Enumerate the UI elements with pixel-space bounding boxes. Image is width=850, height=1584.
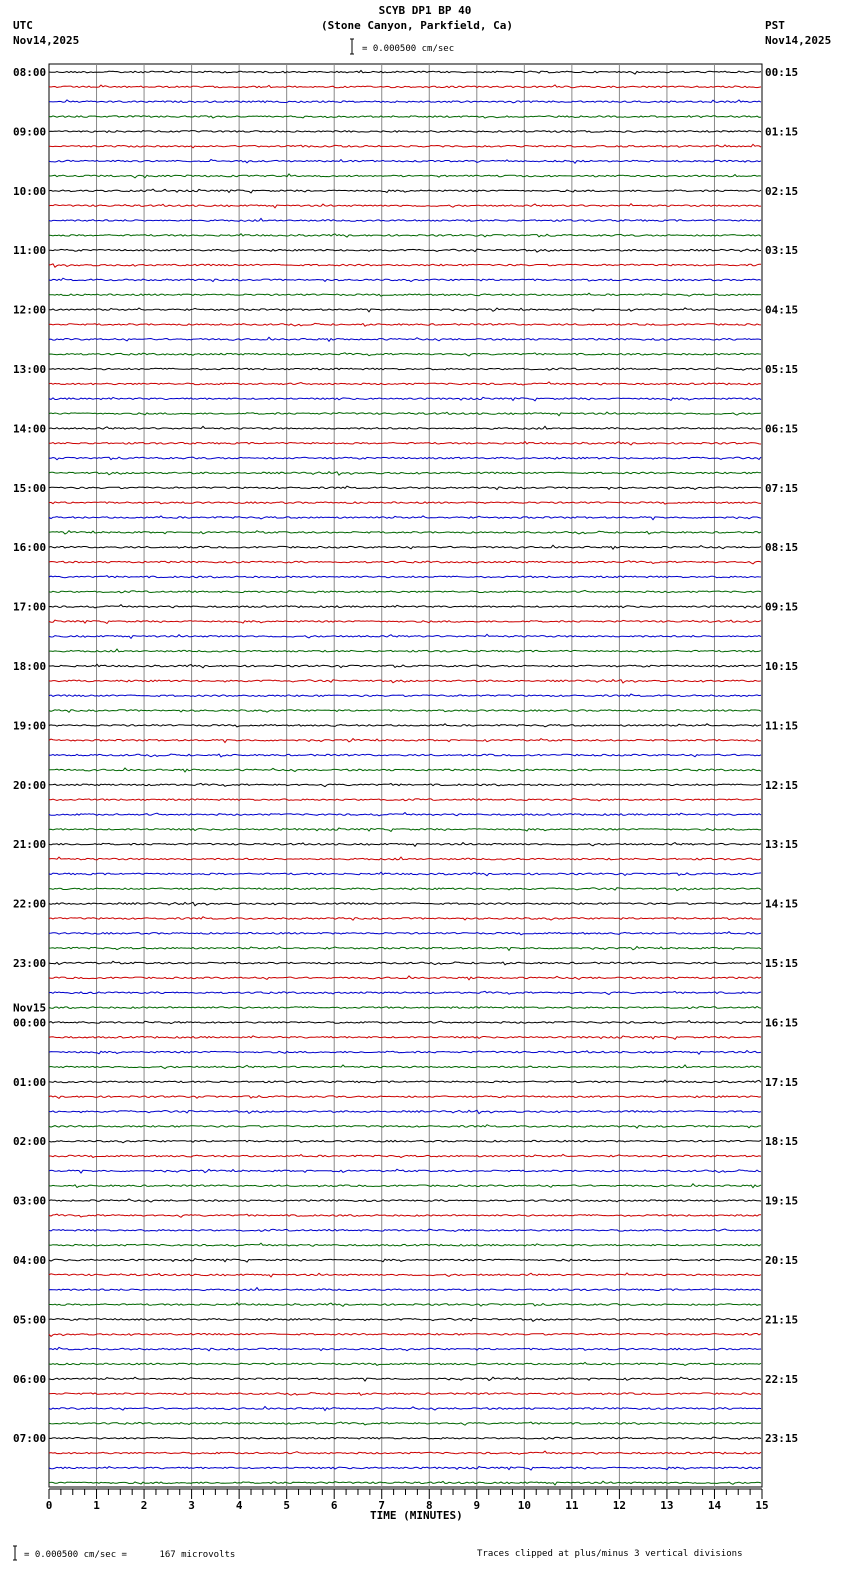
- seismic-trace: [49, 131, 761, 133]
- pst-label: PST: [765, 19, 785, 32]
- seismic-trace: [49, 799, 761, 801]
- utc-hour-label: 06:00: [13, 1372, 47, 1386]
- seismic-trace: [49, 337, 761, 341]
- seismic-trace: [49, 174, 761, 178]
- seismic-trace: [49, 634, 761, 638]
- utc-hour-label: 11:00: [13, 244, 47, 258]
- seismic-trace: [49, 739, 761, 743]
- utc-hour-label: 09:00: [13, 125, 47, 139]
- seismic-trace: [49, 991, 761, 994]
- seismic-trace: [49, 457, 761, 460]
- seismic-trace: [49, 516, 761, 520]
- seismic-trace: [49, 1393, 761, 1396]
- seismic-trace: [49, 308, 761, 312]
- seismic-trace: [49, 1288, 761, 1291]
- utc-hour-label: 19:00: [13, 719, 47, 733]
- seismic-trace: [49, 694, 761, 697]
- pst-hour-label: 06:15: [765, 422, 799, 436]
- chart-subtitle: (Stone Canyon, Parkfield, Ca): [320, 19, 514, 32]
- utc-hour-label: 13:00: [13, 363, 47, 376]
- utc-hour-label: 18:00: [13, 660, 47, 673]
- seismic-trace: [49, 1318, 761, 1321]
- utc-hour-label: 23:00: [13, 957, 47, 970]
- seismic-trace: [49, 872, 761, 876]
- pst-date: Nov14,2025: [765, 34, 832, 47]
- seismic-trace: [49, 1007, 761, 1009]
- seismic-trace: [49, 116, 761, 119]
- seismic-trace: [49, 1407, 761, 1411]
- seismic-trace: [49, 1347, 761, 1350]
- seismic-trace: [49, 1437, 761, 1439]
- seismic-trace: [49, 1199, 761, 1202]
- utc-hour-label: 08:00: [13, 66, 47, 79]
- utc-hour-label: 03:00: [13, 1194, 47, 1208]
- utc-hour-label: 22:00: [13, 897, 47, 911]
- pst-hour-label: 11:15: [765, 719, 799, 733]
- x-tick-label: 0: [45, 1499, 53, 1512]
- seismic-trace: [49, 724, 761, 727]
- pst-hour-label: 18:15: [765, 1135, 799, 1149]
- utc-hour-label: 01:00: [13, 1075, 47, 1089]
- seismic-trace: [49, 649, 761, 652]
- seismic-trace: [49, 502, 761, 504]
- seismic-trace: [49, 264, 761, 267]
- seismic-trace: [49, 1140, 761, 1142]
- seismic-trace: [49, 590, 761, 593]
- seismic-trace: [49, 278, 761, 281]
- seismic-trace: [49, 1273, 761, 1277]
- seismic-trace: [49, 754, 761, 757]
- pst-hour-label: 05:15: [765, 363, 799, 376]
- seismic-trace: [49, 1154, 761, 1157]
- seismic-trace: [49, 1080, 761, 1083]
- seismic-trace: [49, 1451, 761, 1454]
- seismic-trace: [49, 412, 761, 416]
- seismic-trace: [49, 85, 761, 88]
- seismic-trace: [49, 813, 761, 816]
- seismic-trace: [49, 1096, 761, 1099]
- seismic-trace: [49, 976, 761, 980]
- seismic-trace: [49, 843, 761, 847]
- utc-hour-label: 17:00: [13, 600, 47, 614]
- pst-hour-label: 08:15: [765, 541, 799, 555]
- utc-hour-label: 16:00: [13, 541, 47, 555]
- seismic-trace: [49, 189, 761, 193]
- seismic-trace: [49, 1065, 761, 1069]
- seismic-trace: [49, 1481, 761, 1485]
- utc-hour-label: 15:00: [13, 481, 47, 495]
- seismic-trace: [49, 218, 761, 221]
- seismic-trace: [49, 783, 761, 786]
- chart-title: SCYB DP1 BP 40: [378, 4, 472, 17]
- pst-hour-label: 09:15: [765, 600, 799, 614]
- x-tick-label: 14: [707, 1499, 722, 1512]
- pst-hour-label: 15:15: [765, 957, 799, 970]
- x-tick-label: 2: [140, 1499, 148, 1512]
- seismic-trace: [49, 620, 761, 623]
- seismic-trace: [49, 486, 761, 489]
- pst-hour-label: 07:15: [765, 481, 799, 495]
- seismic-trace: [49, 888, 761, 891]
- pst-hour-label: 16:15: [765, 1016, 799, 1030]
- pst-hour-label: 19:15: [765, 1194, 799, 1208]
- utc-hour-label: 14:00: [13, 422, 47, 436]
- utc-hour-label: 07:00: [13, 1432, 47, 1446]
- seismic-trace: [49, 160, 761, 164]
- pst-hour-label: 03:15: [765, 244, 799, 258]
- pst-hour-label: 12:15: [765, 778, 799, 792]
- utc-hour-label: 04:00: [13, 1254, 47, 1267]
- seismic-trace: [49, 249, 761, 252]
- pst-hour-label: 21:15: [765, 1313, 799, 1327]
- x-tick-label: 12: [612, 1499, 627, 1512]
- x-tick-label: 4: [235, 1499, 243, 1512]
- x-tick-label: 5: [283, 1499, 290, 1512]
- x-tick-label: 1: [93, 1499, 100, 1512]
- seismic-trace: [49, 1021, 761, 1024]
- pst-hour-label: 17:15: [765, 1075, 799, 1089]
- pst-hour-label: 22:15: [765, 1372, 799, 1386]
- utc-hour-label: 10:00: [13, 184, 47, 198]
- seismic-trace: [49, 100, 761, 103]
- seismic-trace: [49, 828, 761, 831]
- seismic-trace: [49, 1259, 761, 1263]
- seismic-trace: [49, 1422, 761, 1425]
- pst-hour-label: 02:15: [765, 184, 799, 198]
- seismic-trace: [49, 1377, 761, 1381]
- seismic-trace: [49, 382, 761, 385]
- seismic-trace: [49, 857, 761, 860]
- pst-hour-label: 14:15: [765, 897, 799, 911]
- x-tick-label: 6: [330, 1499, 338, 1512]
- utc-label: UTC: [13, 19, 33, 32]
- seismic-trace: [49, 680, 761, 683]
- seismic-trace: [49, 1243, 761, 1246]
- seismic-trace: [49, 576, 761, 578]
- x-tick-label: 13: [660, 1499, 674, 1512]
- utc-hour-label: 05:00: [13, 1313, 47, 1327]
- seismic-trace: [49, 1303, 761, 1306]
- pst-hour-label: 23:15: [765, 1432, 799, 1446]
- seismic-trace: [49, 204, 761, 208]
- pst-hour-label: 04:15: [765, 303, 799, 317]
- seismic-trace: [49, 472, 761, 475]
- x-tick-label: 10: [517, 1499, 531, 1512]
- x-axis-label: TIME (MINUTES): [370, 1509, 463, 1522]
- pst-hour-label: 01:15: [765, 125, 799, 139]
- footer-clip-note: Traces clipped at plus/minus 3 vertical divisions: [477, 1549, 743, 1559]
- seismic-trace: [49, 368, 761, 370]
- seismic-trace: [49, 234, 761, 237]
- seismic-trace: [49, 293, 761, 296]
- plot-frame: [49, 64, 762, 1487]
- seismic-trace: [49, 1110, 761, 1113]
- seismic-trace: [49, 917, 761, 920]
- x-tick-label: 7: [378, 1499, 386, 1512]
- footer-scale-note: = 0.000500 cm/sec = 167 microvolts: [24, 1550, 236, 1560]
- seismic-trace: [49, 1334, 761, 1337]
- seismic-trace: [49, 768, 761, 772]
- seismic-trace: [49, 71, 761, 75]
- seismic-trace: [49, 1362, 761, 1365]
- seismic-trace: [49, 545, 761, 549]
- seismic-trace: [49, 1229, 761, 1232]
- utc-hour-label: 00:00: [13, 1016, 47, 1030]
- x-tick-label: 11: [565, 1499, 579, 1512]
- seismic-trace: [49, 1467, 761, 1471]
- seismic-trace: [49, 932, 761, 935]
- pst-hour-label: 10:15: [765, 660, 799, 673]
- seismic-trace: [49, 353, 761, 356]
- seismic-trace: [49, 397, 761, 401]
- utc-hour-label: 12:00: [13, 303, 47, 317]
- seismic-trace: [49, 426, 761, 429]
- seismic-trace: [49, 1184, 761, 1188]
- utc-hour-label: 20:00: [13, 778, 47, 792]
- seismic-trace: [49, 442, 761, 445]
- seismic-trace: [49, 531, 761, 534]
- seismic-trace: [49, 323, 761, 326]
- seismic-trace: [49, 902, 761, 905]
- date-change-label: Nov15: [13, 1001, 47, 1015]
- utc-date: Nov14,2025: [13, 34, 80, 47]
- seismic-trace: [49, 561, 761, 564]
- x-tick-label: 9: [473, 1499, 481, 1512]
- seismic-trace: [49, 1125, 761, 1128]
- scale-text: = 0.000500 cm/sec: [362, 44, 455, 54]
- seismic-trace: [49, 1036, 761, 1039]
- x-tick-label: 3: [188, 1499, 195, 1512]
- utc-hour-label: 21:00: [13, 838, 47, 852]
- seismic-trace: [49, 961, 761, 965]
- x-tick-label: 8: [425, 1499, 433, 1512]
- pst-hour-label: 13:15: [765, 838, 799, 852]
- pst-hour-label: 20:15: [765, 1254, 799, 1267]
- seismic-trace: [49, 710, 761, 713]
- seismic-trace: [49, 1051, 761, 1055]
- seismic-trace: [49, 664, 761, 668]
- pst-hour-label: 00:15: [765, 66, 799, 79]
- seismic-trace: [49, 947, 761, 951]
- seismic-trace: [49, 144, 761, 148]
- x-tick-label: 15: [755, 1499, 769, 1512]
- seismic-trace: [49, 605, 761, 608]
- utc-hour-label: 02:00: [13, 1135, 47, 1149]
- seismic-trace: [49, 1214, 761, 1217]
- seismic-trace: [49, 1169, 761, 1173]
